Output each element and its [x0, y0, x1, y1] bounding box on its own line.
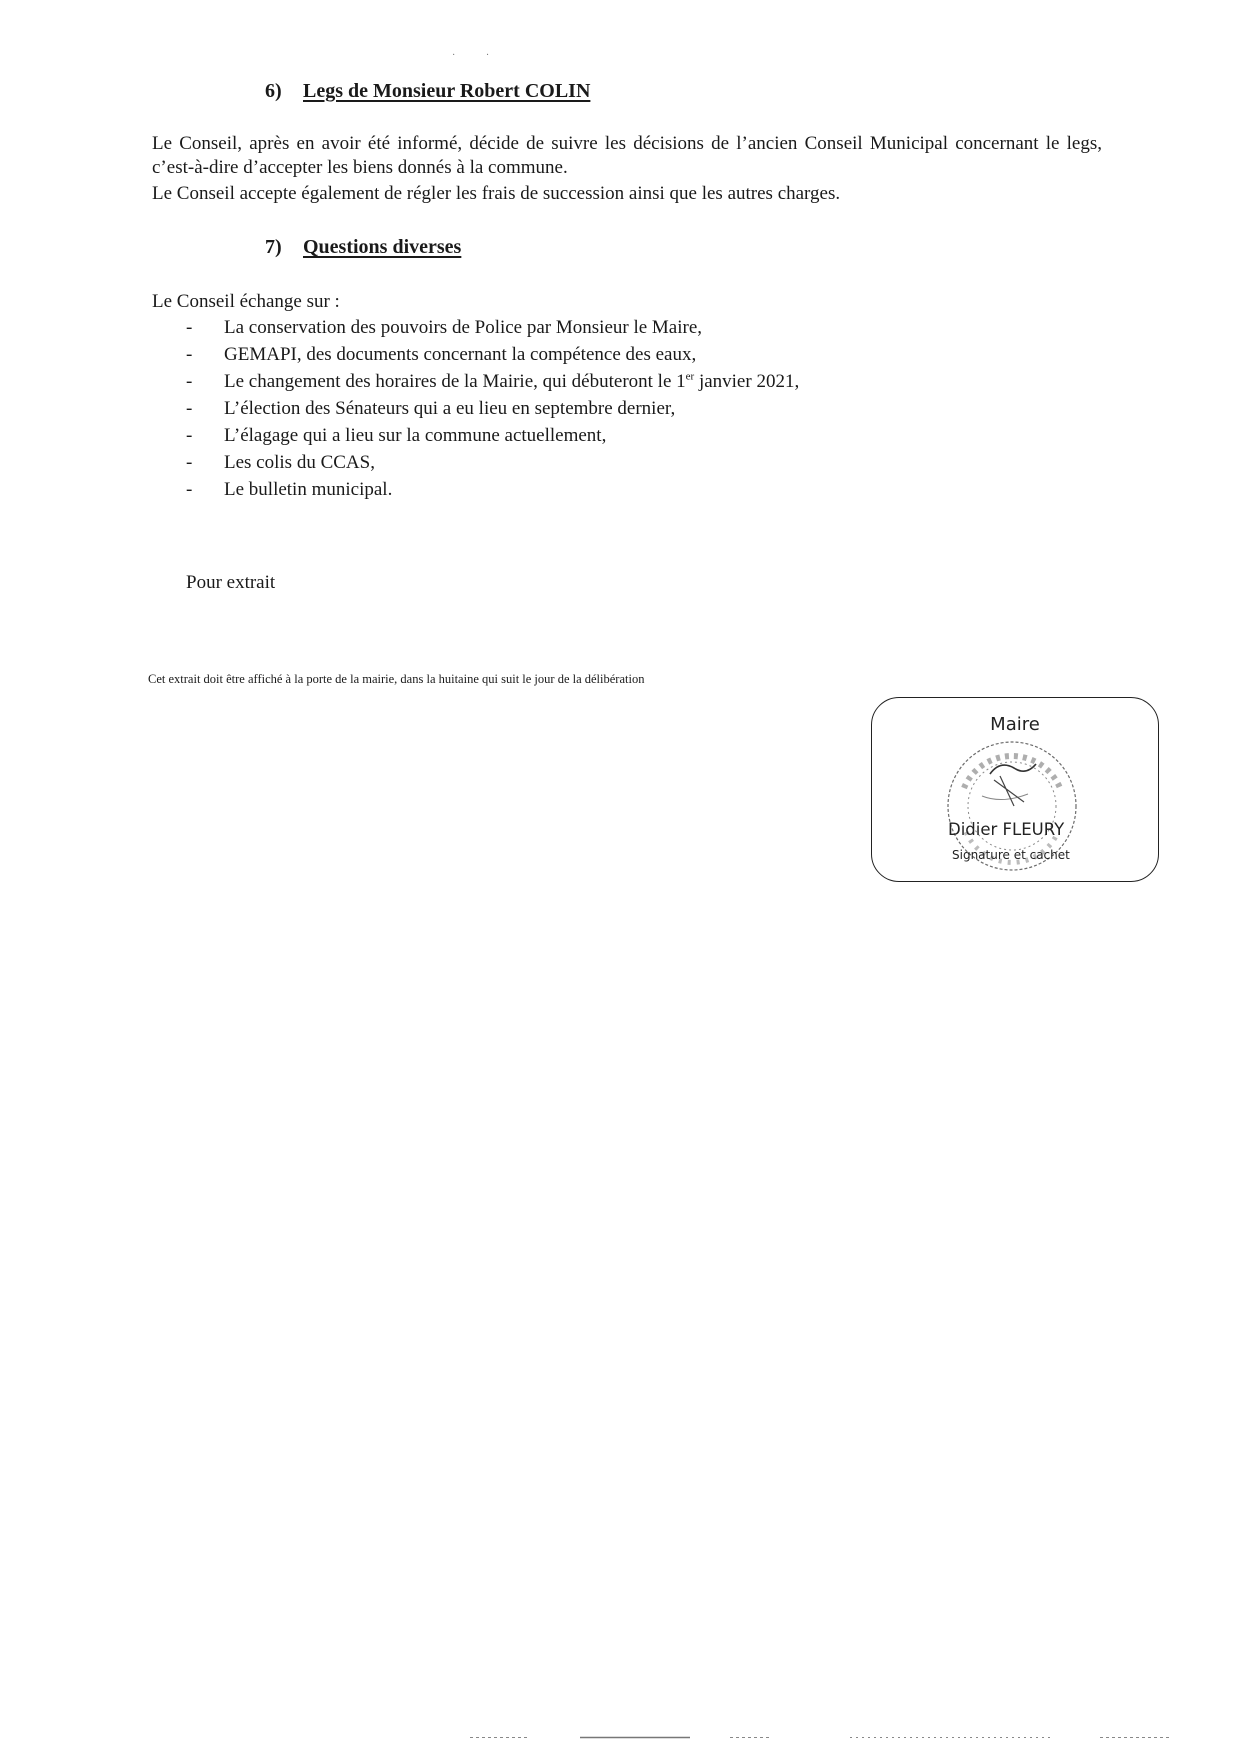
scan-artifact	[470, 1736, 1170, 1739]
signature-box	[871, 697, 1159, 882]
mayor-name: Didier FLEURY	[948, 820, 1065, 839]
list-item	[186, 476, 799, 503]
signature-caption: Signature et cachet	[952, 848, 1070, 862]
ordinal-superscript: er	[685, 370, 695, 383]
section-number: 7)	[265, 236, 282, 258]
section-number: 6)	[265, 80, 282, 102]
pour-extrait-label: Pour extrait	[186, 572, 276, 593]
list-item	[186, 422, 799, 449]
questions-intro: Le Conseil échange sur :	[152, 291, 340, 312]
list-item-text: Les colis du CCAS,	[224, 452, 375, 473]
section-heading-questions	[265, 236, 461, 259]
list-item-text: L’élection des Sénateurs qui a eu lieu en septembre dernier,	[224, 398, 676, 419]
bullet-marker: -	[186, 452, 193, 473]
bullet-marker: -	[186, 398, 193, 419]
list-item-text: La conservation des pouvoirs de Police par Monsieur le Maire,	[224, 317, 703, 338]
legs-paragraph-decision: Le Conseil, après en avoir été informé, décide de suivre les décisions de l’ancien Conseil Municipal concernant le legs, c’est-à-dire d’accepter les biens donnés à la commune.	[152, 133, 1102, 178]
list-item-text: Le bulletin municipal.	[224, 479, 393, 500]
legs-paragraph-charges: Le Conseil accepte également de régler les frais de succession ainsi que les autres charges.	[152, 183, 841, 204]
bullet-marker: -	[186, 479, 193, 500]
section-title: Legs de Monsieur Robert COLIN	[303, 80, 591, 102]
list-item	[186, 395, 799, 422]
signature-title: Maire	[990, 714, 1040, 735]
scan-artifact: · ·	[452, 50, 504, 61]
questions-list	[186, 314, 799, 503]
section-heading-legs	[265, 80, 590, 103]
list-item-text: Le changement des horaires de la Mairie, qui débuteront le 1	[224, 371, 686, 392]
list-item-text: GEMAPI, des documents concernant la compétence des eaux,	[224, 344, 697, 365]
list-item-text: L’élagage qui a lieu sur la commune actuellement,	[224, 425, 607, 446]
bullet-marker: -	[186, 371, 193, 392]
bullet-marker: -	[186, 425, 193, 446]
bullet-marker: -	[186, 317, 193, 338]
posting-notice: Cet extrait doit être affiché à la porte de la mairie, dans la huitaine qui suit le jour de la délibération	[148, 672, 645, 686]
list-item	[186, 314, 799, 341]
list-item-text-tail: janvier 2021,	[694, 371, 800, 392]
list-item	[186, 341, 799, 368]
list-item	[186, 449, 799, 476]
section-title: Questions diverses	[303, 236, 462, 258]
bullet-marker: -	[186, 344, 193, 365]
list-item	[186, 368, 799, 395]
